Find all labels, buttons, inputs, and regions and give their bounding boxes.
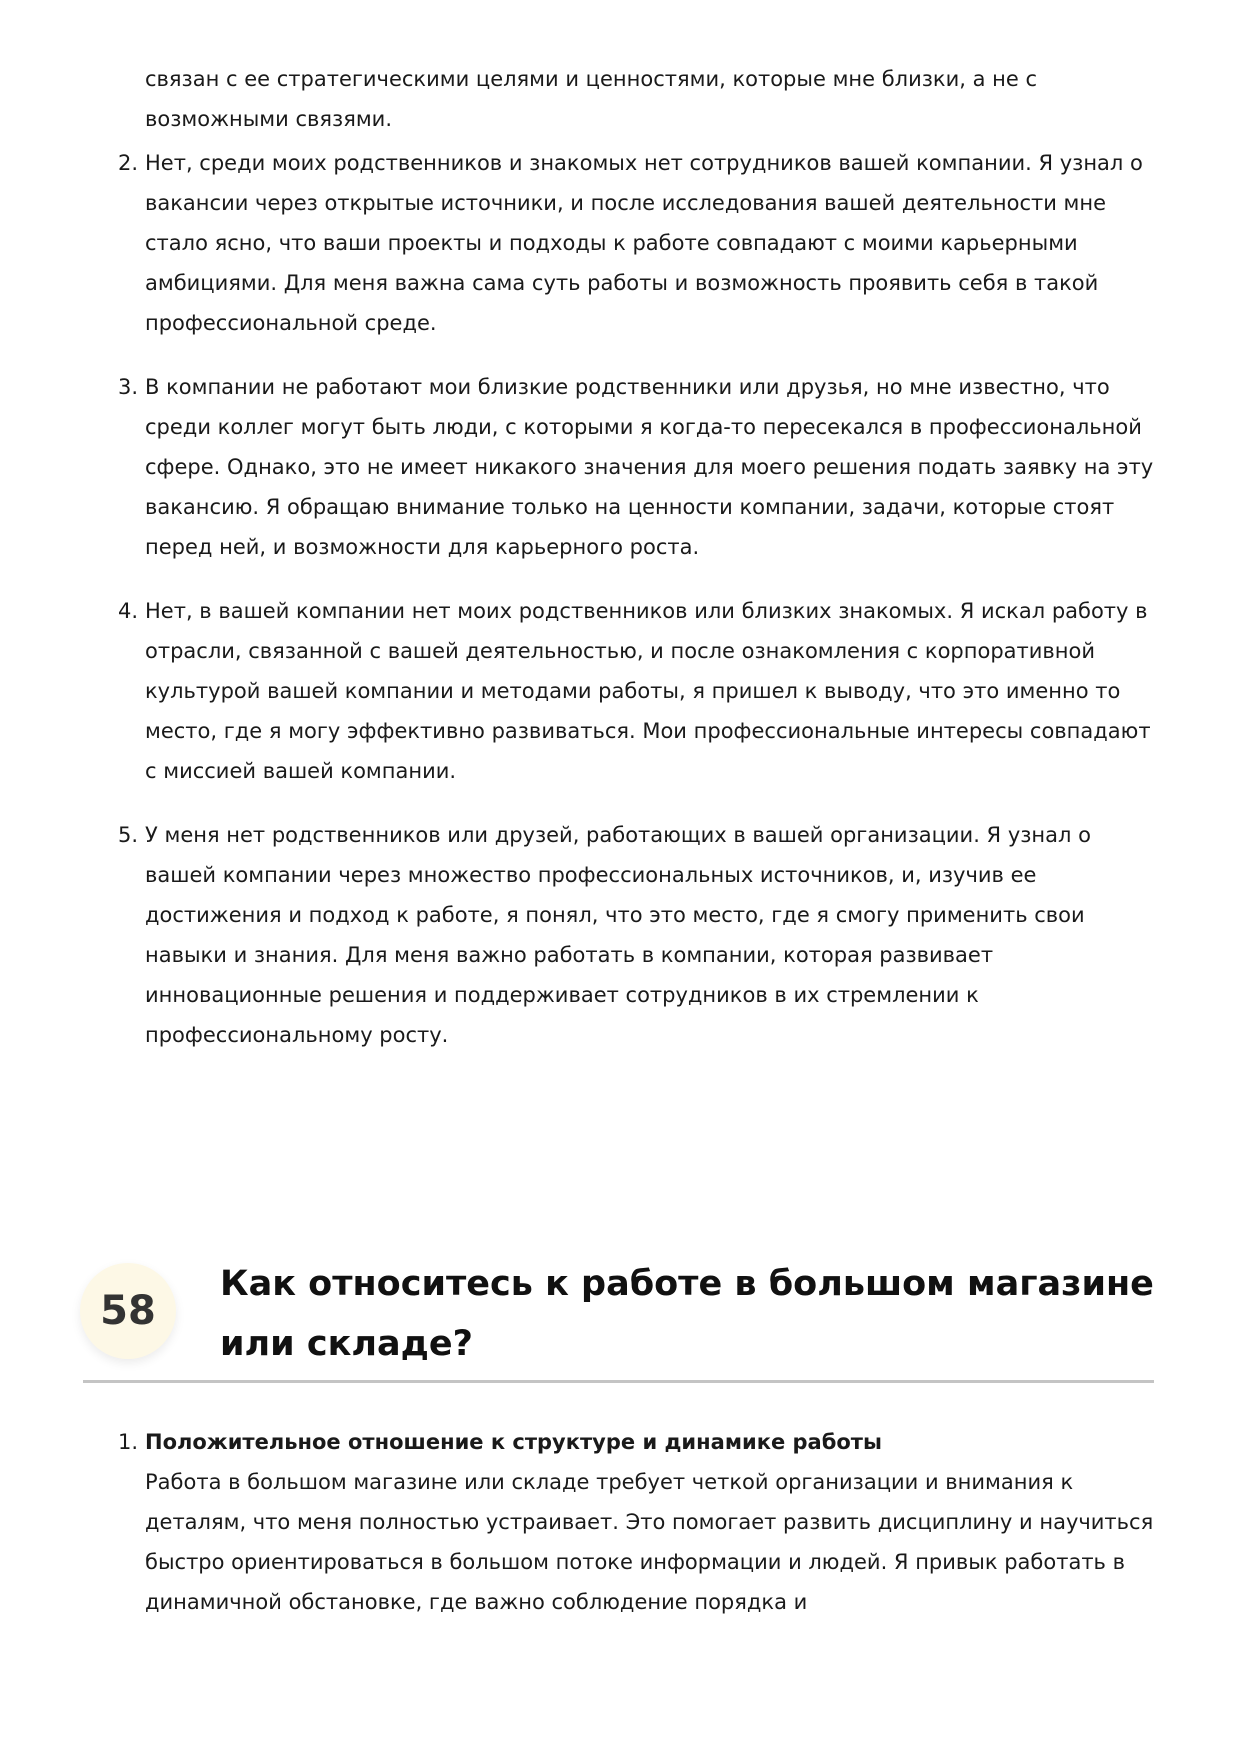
previous-answers-list: [118, 143, 1158, 1079]
item-text: Работа в большом магазине или складе требует четкой организации и внимания к деталям, что меня полностью устраивает. Это помогает развить дисциплину и научиться быстро ориентироваться в большом потоке информации и людей. Я привык работать в динамичной обстановке, где важно соблюдение порядка и: [145, 1470, 1154, 1614]
list-item: [118, 143, 1158, 343]
item-text: Нет, среди моих родственников и знакомых нет сотрудников вашей компании. Я узнал о вакансии через открытые источники, и после исследования вашей деятельности мне стало ясно, что ваши проекты и подходы к работе совпадают с моими карьерными амбициями. Для меня важна сама суть работы и возможность проявить себя в такой профессиональной среде.: [145, 151, 1143, 335]
item-number: 2.: [118, 151, 139, 175]
divider: [83, 1380, 1154, 1383]
question-number-badge: 58: [80, 1263, 176, 1359]
item-number: 5.: [118, 823, 139, 847]
list-item: [118, 367, 1158, 567]
item-text: Нет, в вашей компании нет моих родственников или близких знакомых. Я искал работу в отрасли, связанной с вашей деятельностью, и после ознакомления с корпоративной культурой вашей компании и методами работы, я пришел к выводу, что это именно то место, где я могу эффективно развиваться. Мои профессиональные интересы совпадают с миссией вашей компании.: [145, 599, 1151, 783]
item-title: Положительное отношение к структуре и динамике работы: [145, 1430, 882, 1454]
item-number: 4.: [118, 599, 139, 623]
item-number: 3.: [118, 375, 139, 399]
question-title: Как относитесь к работе в большом магазине или складе?: [220, 1264, 1154, 1364]
answer-continuation: связан с ее стратегическими целями и ценностями, которые мне близки, а не с возможными связями.: [145, 67, 1038, 131]
list-item: [118, 591, 1158, 791]
item-text: В компании не работают мои близкие родственники или друзья, но мне известно, что среди коллег могут быть люди, с которыми я когда-то пересекался в профессиональной сфере. Однако, это не имеет никакого значения для моего решения подать заявку на эту вакансию. Я обращаю внимание только на ценности компании, задачи, которые стоят перед ней, и возможности для карьерного роста.: [145, 375, 1154, 559]
list-item: [118, 815, 1158, 1055]
list-item: [118, 1422, 1158, 1622]
item-number: 1.: [118, 1430, 139, 1454]
answers-list: [118, 1422, 1158, 1646]
item-text: У меня нет родственников или друзей, работающих в вашей организации. Я узнал о вашей компании через множество профессиональных источников, и, изучив ее достижения и подход к работе, я понял, что это место, где я смогу применить свои навыки и знания. Для меня важно работать в компании, которая развивает инновационные решения и поддерживает сотрудников в их стремлении к профессиональному росту.: [145, 823, 1091, 1047]
